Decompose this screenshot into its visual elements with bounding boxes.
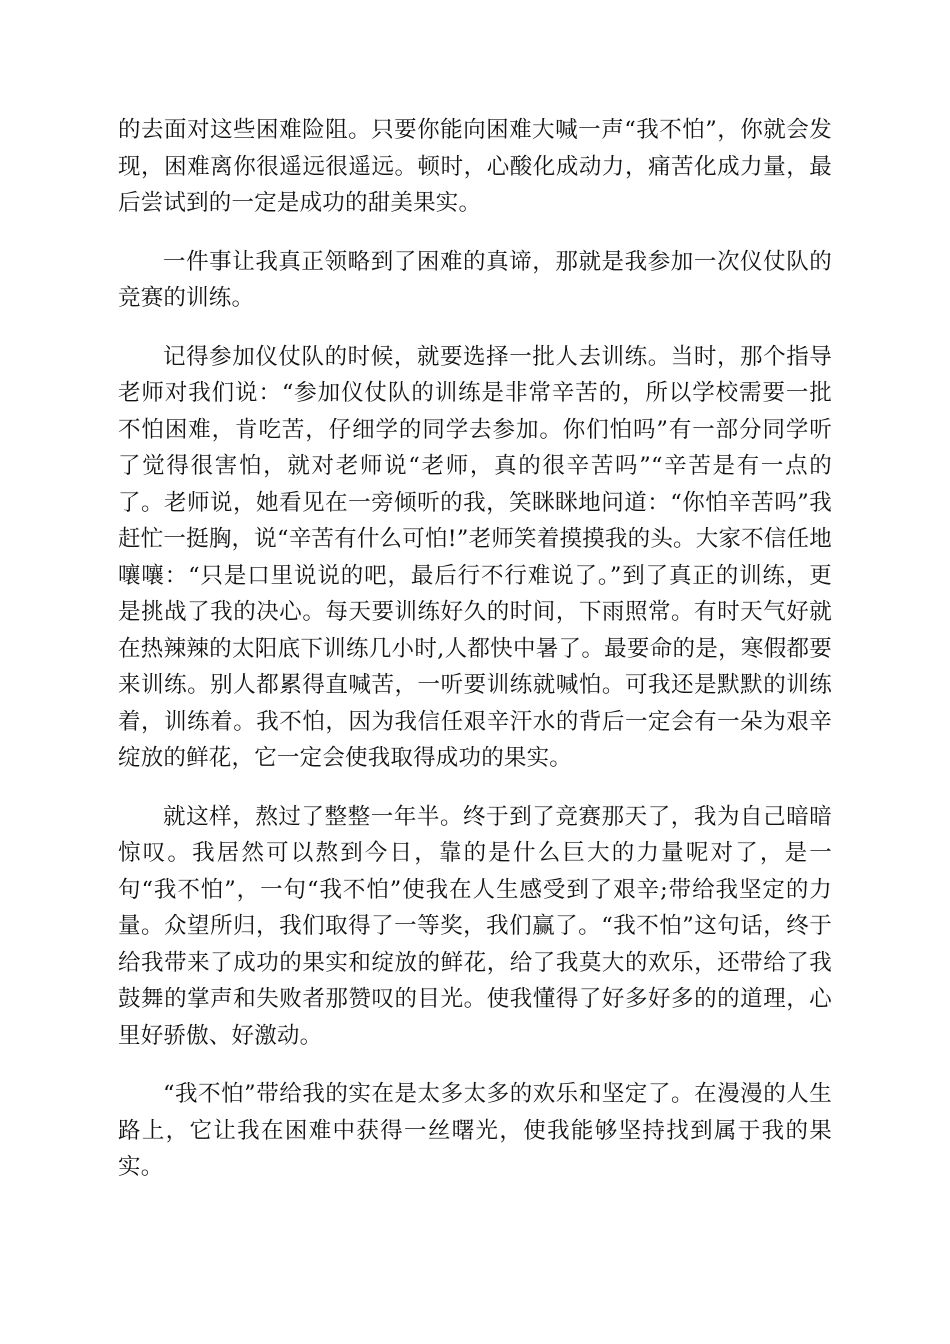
paragraph-4: 就这样，熬过了整整一年半。终于到了竞赛那天了，我为自己暗暗惊叹。我居然可以熬到今日，靠的是什么巨大的力量呢对了，是一句“我不怕”，一句“我不怕”使我在人生感受到了艰辛;带给我坚定的力量。众望所归，我们取得了一等奖，我们赢了。“我不怕”这句话，终于给我带来了成功的果实和绽放的鲜花，给了我莫大的欢乐，还带给了我鼓舞的掌声和失败者那赞叹的目光。使我懂得了好多好多的的道理，心里好骄傲、好激动。: [118, 803, 832, 1049]
paragraph-1: 的去面对这些困难险阻。只要你能向困难大喊一声“我不怕”，你就会发现，困难离你很遥远很遥远。顿时，心酸化成动力，痛苦化成力量，最后尝试到的一定是成功的甜美果实。: [118, 117, 832, 216]
paragraph-5: “我不怕”带给我的实在是太多太多的欢乐和坚定了。在漫漫的人生路上，它让我在困难中获得一丝曙光，使我能够坚持找到属于我的果实。: [118, 1081, 832, 1180]
paragraph-2: 一件事让我真正领略到了困难的真谛，那就是我参加一次仪仗队的竞赛的训练。: [118, 248, 832, 311]
paragraph-3: 记得参加仪仗队的时候，就要选择一批人去训练。当时，那个指导老师对我们说：“参加仪仗队的训练是非常辛苦的，所以学校需要一批不怕困难，肯吃苦，仔细学的同学去参加。你们怕吗”有一部分同学听了觉得很害怕，就对老师说“老师，真的很辛苦吗”“辛苦是有一点的了。老师说，她看见在一旁倾听的我，笑眯眯地问道：“你怕辛苦吗”我赶忙一挺胸，说“辛苦有什么可怕!”老师笑着摸摸我的头。大家不信任地嚷嚷：“只是口里说说的吧，最后行不行难说了。”到了真正的训练，更是挑战了我的决心。每天要训练好久的时间，下雨照常。有时天气好就在热辣辣的太阳底下训练几小时,人都快中暑了。最要命的是，寒假都要来训练。别人都累得直喊苦，一听要训练就喊怕。可我还是默默的训练着，训练着。我不怕，因为我信任艰辛汗水的背后一定会有一朵为艰辛绽放的鲜花，它一定会使我取得成功的果实。: [118, 343, 832, 771]
document-body: [118, 112, 832, 1208]
